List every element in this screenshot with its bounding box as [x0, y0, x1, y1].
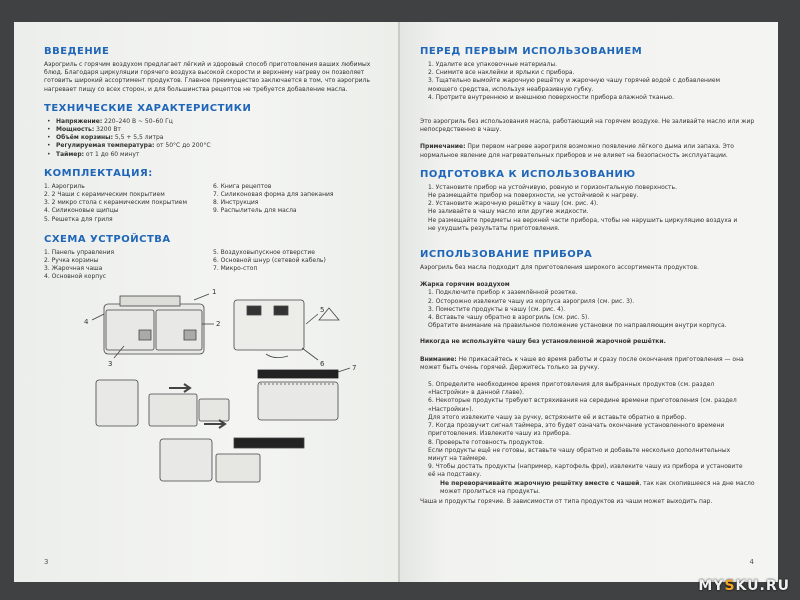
step-item: Не размещайте предметы на верхней части прибора, чтобы не нарушить циркуляцию воздуха и: [428, 216, 738, 224]
step-item: «Настройки» в данной главе).: [428, 389, 524, 397]
callout-5: 5: [320, 305, 325, 314]
scheme-item: 4. Основной корпус: [44, 273, 107, 281]
spec-item: • Объём корзины: 5,5 + 5,5 литра: [44, 134, 382, 142]
prep-steps: [420, 184, 760, 233]
frying-steps: [420, 281, 760, 330]
page-number-left: 3: [44, 558, 49, 566]
scheme-item: 2. Ручка корзины: [44, 257, 99, 265]
step-item: 8. Проверьте готовность продуктов.: [428, 438, 544, 446]
scheme-item: 7. Микро-стоп: [213, 265, 258, 273]
scheme-item: 6. Основной шнур (сетевой кабель): [213, 257, 326, 265]
step-item: 9. Чтобы достать продукты (например, картофель фри), извлеките чашу из прибора и установите: [428, 463, 743, 471]
step-item: 4. Протрите внутреннюю и внешнюю поверхности прибора влажной тканью.: [428, 93, 674, 101]
step-item: её на подставку.: [428, 471, 482, 479]
intro-heading: ВВЕДЕНИЕ: [44, 46, 110, 57]
callout-4: 4: [84, 317, 89, 326]
specs-heading: ТЕХНИЧЕСКИЕ ХАРАКТЕРИСТИКИ: [44, 102, 252, 114]
step-item: моющего средства, используя неабразивную губку.: [428, 85, 594, 93]
first-use-remark: Примечание: При первом нагреве аэрогриля возможно появление лёгкого дыма или запаха. Это нормальное явление для нагревательных приборов и не влияет на безопасность эксплуатации.: [420, 143, 734, 159]
final-warning: Не переворачивайте жарочную решётку вместе с чашей, так как скопившееся на дне масло может пролиться на продукты.: [440, 479, 755, 495]
intro-text: Аэрогриль с горячим воздухом предлагает лёгкий и здоровый способ приготовления ваших любимых блюд. Благодаря циркуляции горячего воздуха высокой скорости и верхнему нагреву он позволяет готовить широкий ассортимент продуктов. Главное преимущество заключается в том, что аэрогриль нагревает пищу со всех сторон, и для большинства рецептов не требуется добавление масла.: [44, 61, 371, 93]
step-item: Для этого извлеките чашу за ручку, встряхните её и вставьте обратно в прибор.: [428, 413, 687, 421]
callout-2: 2: [216, 319, 221, 328]
frying-subheading: Жарка горячим воздухом: [420, 281, 510, 289]
step-item: Не размещайте прибор на поверхности, не устойчивой к нагреву.: [428, 192, 639, 200]
kit-heading: КОМПЛЕКТАЦИЯ:: [44, 167, 153, 179]
step-item: 5. Определите необходимое время приготовления для выбранных продуктов (см. раздел: [428, 381, 715, 389]
step-item: 4. Вставьте чашу обратно в аэрогриль (см. рис. 5).: [428, 314, 590, 322]
first-use-note: Это аэрогриль без использования масла, работающий на горячем воздухе. Не заливайте масло или жир непосредственно в чашу.: [420, 118, 755, 134]
step-item: Обратите внимание на правильное положение установки по направляющим внутри корпуса.: [428, 322, 727, 330]
prep-heading: ПОДГОТОВКА К ИСПОЛЬЗОВАНИЮ: [420, 168, 636, 180]
page-number-right: 4: [749, 558, 754, 566]
cooking-steps: [420, 381, 760, 496]
never-note: Никогда не используйте чашу без установленной жарочной решётки.: [420, 338, 666, 346]
step-item: минут на таймере.: [428, 454, 488, 462]
kit-item: 5. Решетка для гриля: [44, 215, 113, 223]
step-item: 1. Подключите прибор к заземлённой розетке.: [428, 289, 578, 297]
spec-item: • Регулируемая температура: от 50°C до 200°C: [44, 142, 382, 150]
final-note: Чаша и продукты горячие. В зависимости от типа продуктов из чаши может выходить пар.: [420, 497, 713, 505]
kit-item: 6. Книга рецептов: [213, 182, 272, 190]
use-intro: Аэрогриль без масла подходит для приготовления широкого ассортимента продуктов.: [420, 264, 699, 272]
step-item: 2. Осторожно извлеките чашу из корпуса аэрогриля (см. рис. 3).: [428, 297, 635, 305]
step-item: 2. Снимите все наклейки и ярлыки с прибора.: [428, 69, 575, 77]
callout-3: 3: [108, 359, 113, 368]
scheme-item: 1. Панель управления: [44, 248, 115, 256]
step-item: 1. Установите прибор на устойчивую, ровную и горизонтальную поверхность.: [428, 183, 677, 191]
warning-note: Внимание: Не прикасайтесь к чаше во время работы и сразу после окончания приготовления — она может быть очень горячей. Держитесь только за ручку.: [420, 355, 744, 371]
callout-1: 1: [212, 287, 217, 296]
kit-item: 2. 2 Чаши с керамическим покрытием: [44, 191, 165, 199]
step-item: 3. Тщательно вымойте жарочную решётку и жарочную чашу горячей водой с добавлением: [428, 77, 721, 85]
step-item: приготовления. Извлеките чашу из прибора.: [428, 430, 571, 438]
spec-item: • Таймер: от 1 до 60 минут: [44, 151, 382, 159]
step-item: 7. Когда прозвучит сигнал таймера, это будет означать окончание установленного времени: [428, 422, 725, 430]
first-use-heading: ПЕРЕД ПЕРВЫМ ИСПОЛЬЗОВАНИЕМ: [420, 46, 643, 57]
step-item: не ухудшить результаты приготовления.: [428, 224, 560, 232]
step-item: 1. Удалите все упаковочные материалы.: [428, 61, 558, 68]
manual-page-right: [400, 22, 778, 582]
scheme-item: 3. Жарочная чаша: [44, 265, 103, 273]
site-watermark: MYSKU.RU: [698, 578, 790, 594]
step-item: «Настройки»).: [428, 405, 474, 413]
manual-page-left: [14, 22, 398, 582]
device-diagram: [44, 284, 382, 484]
kit-item: 1. Аэрогриль: [44, 182, 85, 190]
step-item: 3. Поместите продукты в чашу (см. рис. 4).: [428, 305, 566, 313]
kit-item: 8. Инструкция: [213, 199, 259, 207]
kit-item: 9. Распылитель для масла: [213, 207, 297, 215]
step-item: 6. Некоторые продукты требуют встряхивания на середине времени приготовления (см. раздел: [428, 397, 737, 405]
step-item: Не заливайте в чашу масло или другие жидкости.: [428, 208, 589, 216]
kit-item: 7. Силиконовая форма для запекания: [213, 191, 334, 199]
use-heading: ИСПОЛЬЗОВАНИЕ ПРИБОРА: [420, 249, 593, 261]
first-use-steps: [420, 61, 760, 102]
scheme-list: [44, 249, 382, 282]
step-item: Если продукты ещё не готовы, вставьте чашу обратно и добавьте несколько дополнительных: [428, 446, 731, 454]
specs-list: [44, 118, 382, 159]
kit-item: 4. Силиконовые щипцы: [44, 207, 119, 215]
kit-item: 3. 2 микро стола с керамическим покрытием: [44, 199, 187, 207]
device-illustrations: [44, 284, 374, 484]
scheme-heading: СХЕМА УСТРОЙСТВА: [44, 233, 171, 245]
spec-item: • Напряжение: 220–240 В ~ 50–60 Гц: [44, 118, 382, 126]
scheme-item: 5. Воздуховыпускное отверстие: [213, 248, 315, 256]
kit-list: [44, 183, 382, 224]
callout-7: 7: [352, 363, 357, 372]
callout-6: 6: [320, 359, 325, 368]
step-item: 2. Установите жарочную решётку в чашу (см. рис. 4).: [428, 200, 599, 208]
spec-item: • Мощность: 3200 Вт: [44, 126, 382, 134]
